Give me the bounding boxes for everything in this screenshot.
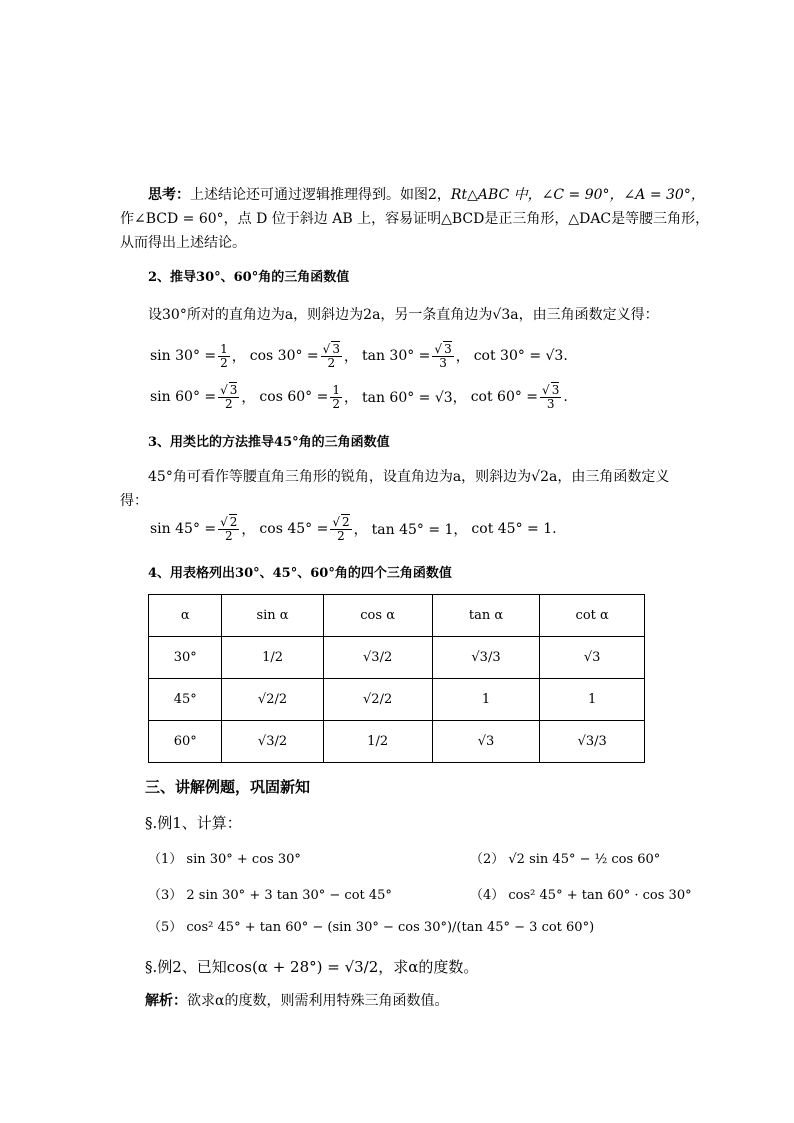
table-header-row (149, 595, 645, 637)
section2-heading: 2、推导30°、60°角的三角函数值 (148, 270, 350, 285)
row-30-formulas: sin 30° = $\frac{1}{2}$ ， cos 30° = $\frac{√ 3}{2}$ ， tan 30° = $\frac{√ 3}{3}$ ， cot 30° = √3. (150, 341, 568, 370)
table-cell: 30° (149, 637, 222, 679)
example1-item-1: （1） sin 30° + cos 30° (148, 852, 301, 867)
section4-heading: 4、用表格列出30°、45°、60°角的四个三角函数值 (148, 566, 452, 581)
table-cell: √2/2 (323, 679, 432, 721)
table-row (149, 637, 645, 679)
solution-text: 欲求α的度数，则需利用特殊三角函数值。 (187, 993, 449, 1009)
section3-intro-2: 得： (120, 493, 148, 509)
frac-sqrt3-2: $\frac{√ 3}{2}$ (322, 341, 340, 370)
example1-item-4: （4） cos² 45° + tan 60° · cos 30° (470, 888, 692, 903)
table-cell: √3/3 (432, 637, 540, 679)
frac-1-2: $\frac{1}{2}$ (220, 341, 228, 370)
example1-item-2: （2） √2 sin 45° − ½ cos 60° (470, 852, 661, 867)
thinking-line-3: 从而得出上述结论。 (120, 235, 246, 251)
table-row (149, 721, 645, 763)
table-cell: √3/3 (540, 721, 645, 763)
example1-label: §.例1、计算： (145, 814, 242, 832)
thinking-line-2: 作∠BCD = 60°，点 D 位于斜边 AB 上，容易证明△BCD是正三角形，△DAC是等腰三角形， (120, 211, 710, 227)
table-header-cell: cot α (540, 595, 645, 637)
section3-intro-1: 45°角可看作等腰直角三角形的锐角，设直角边为a，则斜边为√2a，由三角函数定义 (148, 469, 670, 485)
table-cell: 45° (149, 679, 222, 721)
table-header-cell: tan α (432, 595, 540, 637)
table-row (149, 679, 645, 721)
table-cell: √3/2 (222, 721, 323, 763)
part3-heading: 三、讲解例题，巩固新知 (145, 778, 311, 796)
solution-line (145, 990, 448, 1010)
row-60-formulas: sin 60° = $\frac{√ 3}{2}$ ， cos 60° = $\frac{1}{2}$ ， tan 60° = √3， cot 60° = $\frac{√ 3}{3}$ . (150, 382, 568, 411)
example1-item-5: （5） cos² 45° + tan 60° − (sin 30° − cos 30°)/(tan 45° − 3 cot 60°) (148, 920, 595, 935)
frac-sqrt3-3: $\frac{√ 3}{3}$ (434, 341, 452, 370)
table-cell: √3 (432, 721, 540, 763)
trig-values-table (148, 594, 645, 763)
table-cell: √3/2 (323, 637, 432, 679)
table-header-cell: cos α (323, 595, 432, 637)
thinking-label: 思考： (148, 187, 190, 203)
table-cell: 1/2 (323, 721, 432, 763)
table-cell: 1/2 (222, 637, 323, 679)
section2-intro: 设30°所对的直角边为a，则斜边为2a，另一条直角边为√3a，由三角函数定义得： (148, 307, 659, 323)
thinking-line-1: 思考：上述结论还可通过逻辑推理得到。如图2，Rt△ABC 中，∠C = 90°，∠A = 30°， (148, 187, 705, 203)
row-45-formulas: sin 45° = $\frac{√ 2}{2}$ ， cos 45° = $\frac{√ 2}{2}$ ， tan 45° = 1， cot 45° = 1. (150, 514, 557, 543)
table-header-cell: α (149, 595, 222, 637)
table-cell: 1 (540, 679, 645, 721)
table-header-cell: sin α (222, 595, 323, 637)
example1-item-3: （3） 2 sin 30° + 3 tan 30° − cot 45° (148, 888, 392, 903)
table-cell: √3 (540, 637, 645, 679)
table-cell: √2/2 (222, 679, 323, 721)
table-cell: 1 (432, 679, 540, 721)
example2-label: §.例2、已知cos(α + 28°) = √3/2，求α的度数。 (145, 958, 479, 976)
section3-heading: 3、用类比的方法推导45°角的三角函数值 (148, 435, 390, 450)
table-cell: 60° (149, 721, 222, 763)
solution-label: 解析： (145, 993, 187, 1009)
